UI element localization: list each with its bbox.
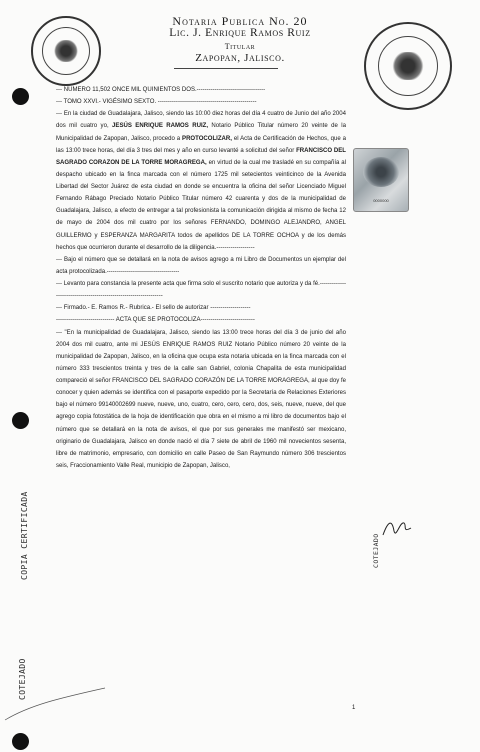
punch-hole-top [12, 88, 29, 105]
notary-role: Titular [224, 42, 256, 51]
paragraph-6 [56, 302, 346, 314]
paragraph-8 [56, 327, 346, 473]
cotejado-signature [380, 515, 414, 541]
eagle-emblem-icon [391, 52, 425, 80]
paragraph-3-text-2: JESÚS ENRIQUE RAMOS RUIZ, [112, 123, 208, 130]
paragraph-8-text-1: --- "En la municipalidad de Guadalajara, Jalisco, siendo las 13:00 trece horas del día 3 de junio del año 2004 dos mil cuatro, ante mi JESÚS ENRIQUE RAMOS RUIZ Notario Público número 20 veinte de la municipalidad de Zapopan, Jalisco, en la oficina que ocupa esta notaria ubicada en la finca marcada con el número 333 trescientos treinta y tres de la calle san Gabriel, colonia Chapalita de esta municipalidad compareció el señor FRANCISCO DEL SAGRADO CORAZÓN DE LA TORRE MORAGREGA, al que doy fe conocer y quien además se identifica con el pasaporte expedido por la Secretaría de Relaciones Exteriores bajo el número 99140002699 nueve, nueve, uno, cuatro, cero, cero, cero, dos, seis, nueve, nueve, del que agrego copia fotostática de la hoja de identificación que obra en el mismo a mi libro de documentos bajo el número que se detallará en la nota de avisos, el que por sus generales me manifestó ser mexicano, originario de Guadalajara, Jalisco en donde nació el día 7 siete de abril de 1960 mil novecientos sesenta, libre de matrimonio, empresario, con domicilio en calle Paseo de San Raymundo número 306 trescientos seis, Fraccionamiento Valle Real, municipio de Zapopan, Jalisco, [56, 329, 346, 469]
paragraph-2 [56, 96, 346, 108]
paragraph-1 [56, 84, 346, 96]
paragraph-6-text-1: --- Firmado.- E. Ramos R.- Rubrica.- El sello de autorizar -------------------- [56, 305, 251, 312]
document-body [56, 84, 346, 472]
hologram-stamp [353, 148, 409, 212]
paragraph-3-text-3: Notario Público Titular número 20 veinte de la Municipalidad de Zapopan, Jalisco, procedo a [56, 123, 346, 142]
paragraph-3-text-7: en virtud de la cual me trasladé en su compañía al despacho ubicado en la finca marcada con el número 1725 mil setecientos veinticinco de la Avenida Libertad del Sector Juárez de esta ciudad en donde se encuentra la oficina del señor Licenciado Miguel Fernando Rábago Preciado Notario Público Titular número 42 cuarenta y dos de la municipalidad de Guadalajara, Jalisco, a efecto de entregar a tal profesionista la comunicación dirigida al mismo de fecha 12 de mayo de 2004 dos mil cuatro por los señores FERNANDO, DOMINGO ALEJANDRO, ANGEL GUILLERMO y ESPERANZA MARGARITA todos de apellidos DE LA TORRE OCHOA y de los demás hechos que ocurrieron durante el desarrollo de la diligencia.------------------- [56, 159, 346, 251]
punch-hole-middle [12, 412, 29, 429]
header-rule [174, 68, 278, 69]
notary-location: Zapopan, Jalisco. [195, 52, 285, 64]
paragraph-3-text-4: PROTOCOLIZAR, [182, 135, 232, 142]
paragraph-3 [56, 108, 346, 254]
notary-name: Lic. J. Enrique Ramos Ruiz [169, 27, 311, 39]
paragraph-3-text-5: el Acta de Certificación de Hechos, que a las 13:00 trece horas, del día 3 tres del mes y año en curso levanté a solicitud del señor [56, 135, 346, 154]
paragraph-5-text-1: --- Levanto para constancia la presente acta que firma solo el suscrito notario que autoriza y da fé.------------------------------------------------------------------ [56, 281, 346, 300]
copia-certificada-label: COPIA CERTIFICADA [20, 491, 29, 580]
cotejado-left-label: COTEJADO [18, 658, 27, 700]
coat-of-arms-icon [53, 40, 79, 62]
notary-seal-left [31, 16, 101, 86]
paragraph-2-text-1: --- TOMO XXVI.- VIGÉSIMO SEXTO. ------------------------------------------------- [56, 99, 257, 106]
paragraph-7 [56, 314, 346, 326]
paragraph-3-text-1: --- En la ciudad de Guadalajara, Jalisco, siendo las 10:00 diez horas del día 4 cuatro de Junio del año 2004 dos mil cuatro yo, [56, 111, 346, 130]
stamp-number: 0000000 [373, 198, 389, 203]
hologram-emblem-icon [363, 157, 399, 187]
margin-scribble [0, 680, 110, 740]
paragraph-4-text-1: --- Bajo el número que se detallará en la nota de avisos agrego a mi Libro de Documentos un ejemplar del acta protocolizada.------------------------------------ [56, 256, 346, 275]
paragraph-7-text-1: ----------------------------- ACTA QUE SE PROTOCOLIZA--------------------------- [56, 317, 255, 324]
paragraph-5 [56, 278, 346, 302]
paragraph-3-text-6: FRANCISCO DEL SAGRADO CORAZON DE LA TORRE MORAGREGA, [56, 147, 346, 166]
notary-title: Notaria Publica No. 20 [172, 14, 308, 28]
cotejado-right-label: COTEJADO [372, 533, 380, 568]
paragraph-1-text-1: --- NUMERO 11,502 ONCE MIL QUINIENTOS DOS.---------------------------------- [56, 87, 266, 93]
paragraph-4 [56, 254, 346, 278]
page-number: 1 [352, 705, 356, 711]
